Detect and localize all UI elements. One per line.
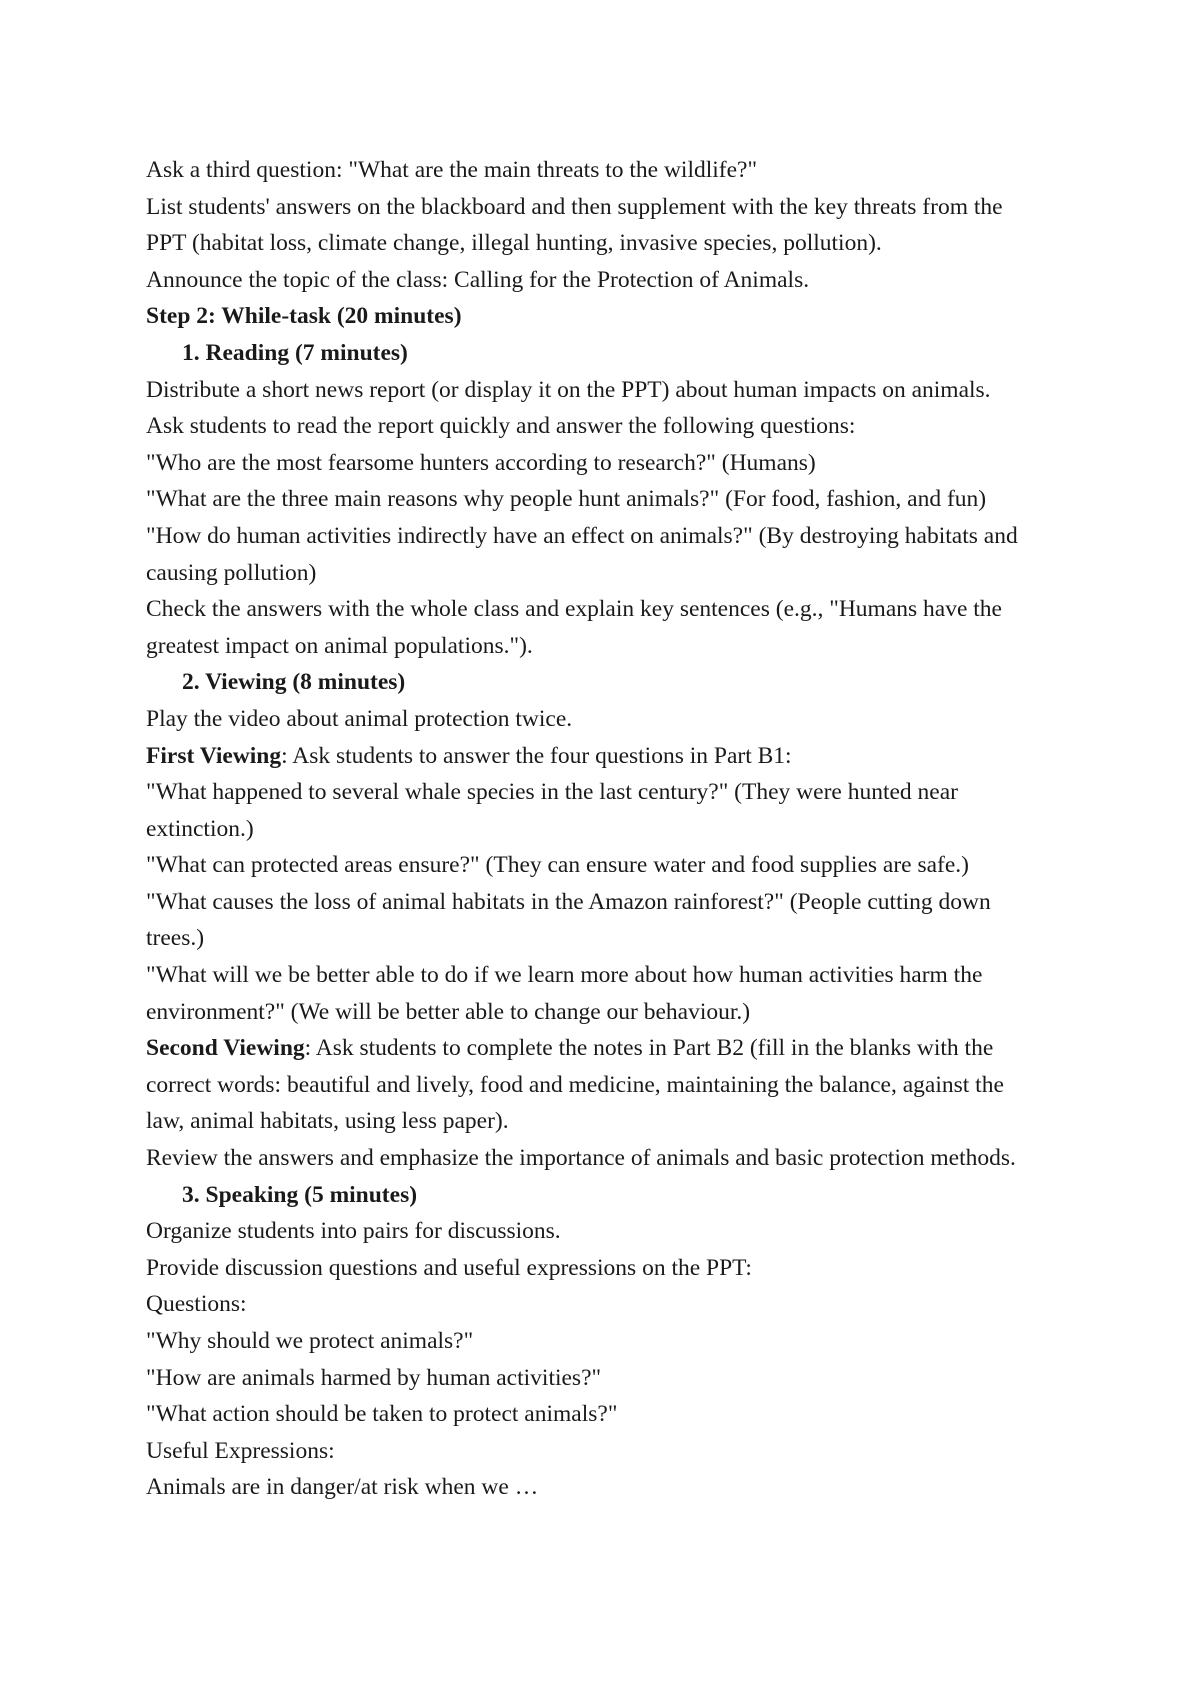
useful-expressions-label: Useful Expressions:	[146, 1437, 335, 1464]
viewing-question-1: "What happened to several whale species in the last century?" (They were hunted near extinction.)	[146, 779, 958, 842]
paragraph-provide-questions: Provide discussion questions and useful expressions on the PPT:	[146, 1254, 752, 1281]
useful-expression-1: Animals are in danger/at risk when we …	[146, 1474, 539, 1501]
paragraph-list-threats: List students' answers on the blackboard and then supplement with the key threats from the PPT (habitat loss, climate change, illegal hunting, invasive species, pollution).	[146, 193, 1003, 257]
reading-question-1: "Who are the most fearsome hunters according to research?" (Humans)	[146, 449, 816, 476]
discussion-question-3: "What action should be taken to protect animals?"	[146, 1401, 618, 1428]
paragraph-check-answers: Check the answers with the whole class and explain key sentences (e.g., "Humans have the greatest impact on animal populations.").	[146, 596, 1002, 659]
reading-question-2: "What are the three main reasons why people hunt animals?" (For food, fashion, and fun)	[146, 486, 987, 513]
questions-label: Questions:	[146, 1291, 247, 1318]
discussion-question-2: "How are animals harmed by human activities?"	[146, 1364, 602, 1391]
paragraph-review-answers: Review the answers and emphasize the importance of animals and basic protection methods.	[146, 1145, 1016, 1172]
viewing-question-4: "What will we be better able to do if we learn more about how human activities harm the environment?" (We will be better able to change our behaviour.)	[146, 962, 983, 1025]
second-viewing-text: : Ask students to complete the notes in Part B2 (fill in the blanks with the correct words: beautiful and lively, food and medicine, maintaining the balance, against the law, animal habitats, using less paper).	[146, 1035, 1004, 1135]
paragraph-play-video: Play the video about animal protection twice.	[146, 705, 573, 732]
paragraph-distribute-report: Distribute a short news report (or display it on the PPT) about human impacts on animals.	[146, 376, 991, 403]
paragraph-second-viewing	[146, 1030, 1046, 1140]
paragraph-organize-pairs: Organize students into pairs for discussions.	[146, 1218, 561, 1245]
paragraph-first-viewing	[146, 738, 1046, 775]
reading-question-3: "How do human activities indirectly have an effect on animals?" (By destroying habitats and causing pollution)	[146, 522, 1018, 586]
second-viewing-label: Second Viewing	[146, 1035, 305, 1062]
discussion-question-1: "Why should we protect animals?"	[146, 1328, 474, 1354]
first-viewing-text: : Ask students to answer the four questions in Part B1:	[281, 742, 792, 769]
first-viewing-label: First Viewing	[146, 742, 282, 769]
reading-heading: 1. Reading (7 minutes)	[182, 339, 408, 366]
viewing-heading: 2. Viewing (8 minutes)	[182, 669, 406, 696]
document-body	[146, 152, 1046, 1506]
viewing-question-3: "What causes the loss of animal habitats in the Amazon rainforest?" (People cutting down trees.)	[146, 888, 991, 952]
paragraph-read-quickly: Ask students to read the report quickly and answer the following questions:	[146, 413, 856, 440]
step-2-heading: Step 2: While-task (20 minutes)	[146, 303, 462, 330]
paragraph-third-question: Ask a third question: "What are the main threats to the wildlife?"	[146, 157, 758, 183]
paragraph-announce-topic: Announce the topic of the class: Calling for the Protection of Animals.	[146, 266, 810, 293]
viewing-question-2: "What can protected areas ensure?" (They can ensure water and food supplies are safe.)	[146, 852, 970, 879]
speaking-heading: 3. Speaking (5 minutes)	[182, 1181, 418, 1208]
